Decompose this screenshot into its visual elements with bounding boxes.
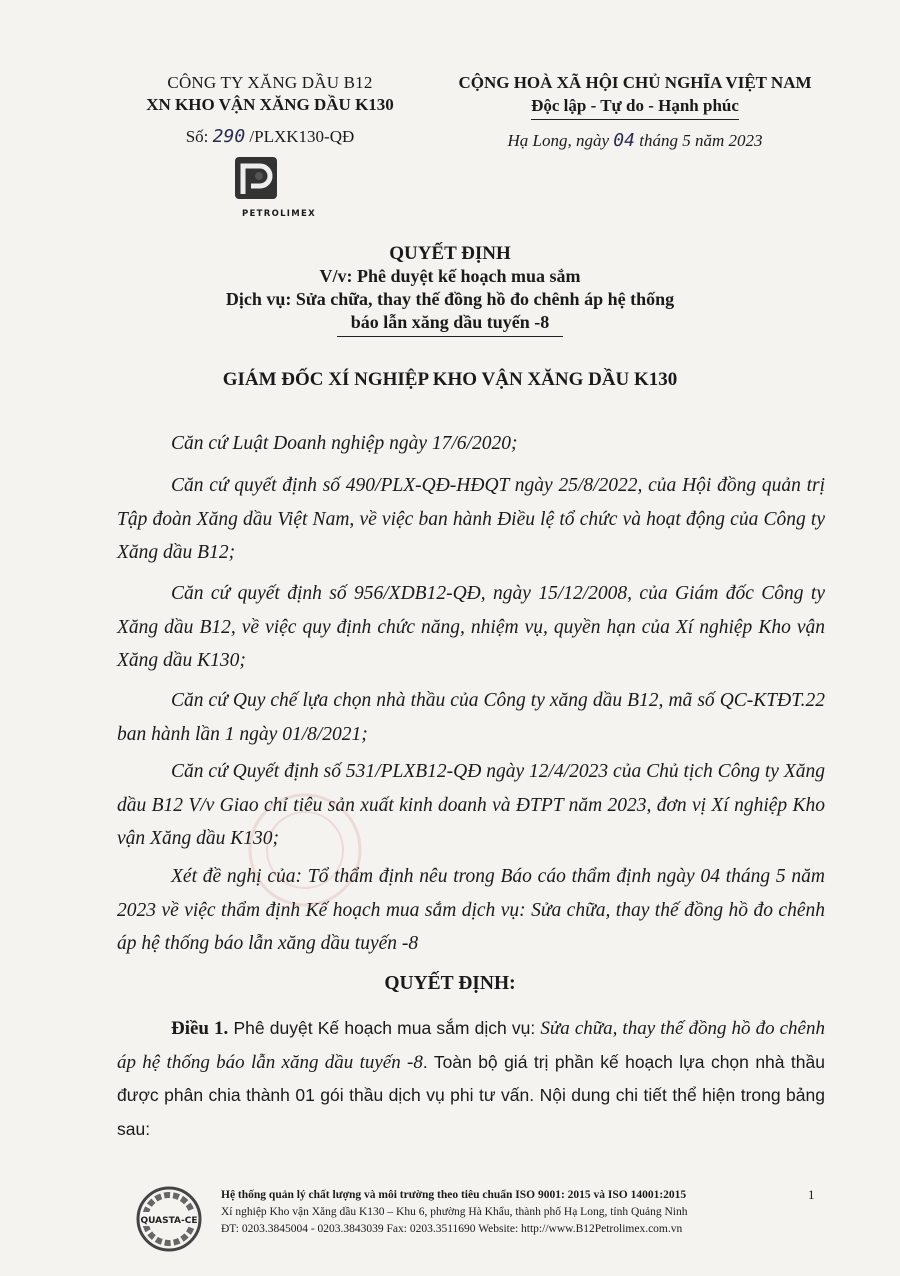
document-number [120, 126, 420, 148]
basis-paragraph: Căn cứ Quy chế lựa chọn nhà thầu của Công ty xăng dầu B12, mã số QC-KTĐT.22 ban hành lần 1 ngày 01/8/2021; [117, 690, 825, 745]
petrolimex-logo-icon [234, 156, 278, 200]
footer-iso: Hệ thống quản lý chất lượng và môi trường theo tiêu chuẩn ISO 9001: 2015 và ISO 14001:2015 [221, 1189, 687, 1201]
basis-paragraph: Căn cứ quyết định số 490/PLX-QĐ-HĐQT ngày 25/8/2022, của Hội đồng quản trị Tập đoàn Xăng dầu Việt Nam, về việc ban hành Điều lệ tổ chức và hoạt động của Công ty Xăng dầu B12; [117, 475, 825, 563]
article-text: Phê duyệt Kế hoạch mua sắm dịch vụ: [233, 1018, 536, 1038]
certification-icon [135, 1185, 203, 1253]
issuing-authority: GIÁM ĐỐC XÍ NGHIỆP KHO VẬN XĂNG DẦU K130 [222, 369, 678, 390]
date-day: 04 [613, 130, 635, 151]
company-name: CÔNG TY XĂNG DẦU B12 [167, 73, 373, 92]
company-stamp-icon [245, 790, 365, 910]
article-text-rest: . Toàn bộ giá trị phần kế hoạch lựa chọn nhà thầu được phân chia thành 01 gói thầu dịch vụ phi tư vấn. Nội dung chi tiết thể hiện trong bảng sau: [117, 1051, 825, 1139]
national-motto: Độc lập - Tự do - Hạnh phúc [531, 94, 739, 120]
article-service-name: Sửa chữa, thay thế đồng hồ đo chênh áp hệ thống báo lẫn xăng dầu tuyến -8 [117, 1018, 825, 1073]
date-prefix: Hạ Long, ngày [507, 131, 610, 150]
article-label: Điều 1. [171, 1018, 229, 1039]
date-suffix: tháng 5 năm 2023 [639, 131, 763, 150]
decision-heading: QUYẾT ĐỊNH: [384, 973, 516, 994]
quasta-cert-logo [135, 1185, 203, 1253]
service-line: Dịch vụ: Sửa chữa, thay thế đồng hồ đo chênh áp hệ thống [225, 289, 675, 309]
basis-paragraph: Căn cứ Luật Doanh nghiệp ngày 17/6/2020; [171, 433, 518, 454]
petrolimex-logo [234, 156, 324, 219]
footer [221, 1187, 801, 1238]
footer-contact: ĐT: 0203.3845004 - 0203.3843039 Fax: 0203.3511690 Website: http://www.B12Petrolimex.com.vn [221, 1223, 683, 1235]
country-name: CỘNG HOÀ XÃ HỘI CHỦ NGHĨA VIỆT NAM [458, 73, 812, 92]
handwritten-number: 290 [212, 126, 246, 147]
page-number: 1 [808, 1187, 815, 1202]
footer-address: Xí nghiệp Kho vận Xăng dầu K130 – Khu 6, phường Hà Khẩu, thành phố Hạ Long, tỉnh Quảng Ninh [221, 1206, 688, 1218]
decision-title: QUYẾT ĐỊNH [389, 243, 511, 264]
basis-paragraph: Căn cứ quyết định số 956/XDB12-QĐ, ngày 15/12/2008, của Giám đốc Công ty Xăng dầu B12, về việc quy định chức năng, nhiệm vụ, quyền hạn của Xí nghiệp Kho vận Xăng dầu K130; [117, 583, 825, 671]
national-header [455, 72, 815, 152]
service-line-continued: báo lẫn xăng dầu tuyến -8 [337, 311, 564, 337]
cert-logo-text: QUASTA-CE [140, 1216, 198, 1226]
issuer-block [120, 72, 420, 148]
unit-name: XN KHO VẬN XĂNG DẦU K130 [146, 95, 394, 114]
subject-line: V/v: Phê duyệt kế hoạch mua sắm [319, 266, 581, 286]
logo-wordmark: PETROLIMEX [241, 209, 316, 219]
proposal-paragraph: Xét đề nghị của: Tổ thẩm định nêu trong Báo cáo thẩm định ngày 04 tháng 5 năm 2023 về việc thẩm định Kế hoạch mua sắm dịch vụ: Sửa chữa, thay thế đồng hồ đo chênh áp hệ thống báo lẫn xăng dầu tuyến -8 [117, 866, 825, 954]
decision-title-block [150, 243, 750, 337]
basis-paragraph: Căn cứ Quyết định số 531/PLXB12-QĐ ngày 12/4/2023 của Chủ tịch Công ty Xăng dầu B12 V/v Giao chỉ tiêu sản xuất kinh doanh và ĐTPT năm 2023, đơn vị Xí nghiệp Kho vận Xăng dầu K130; [117, 761, 825, 849]
number-prefix: Số: [185, 127, 209, 146]
number-suffix: /PLXK130-QĐ [249, 127, 355, 146]
place-date [455, 130, 815, 152]
article-1 [117, 1012, 825, 1146]
